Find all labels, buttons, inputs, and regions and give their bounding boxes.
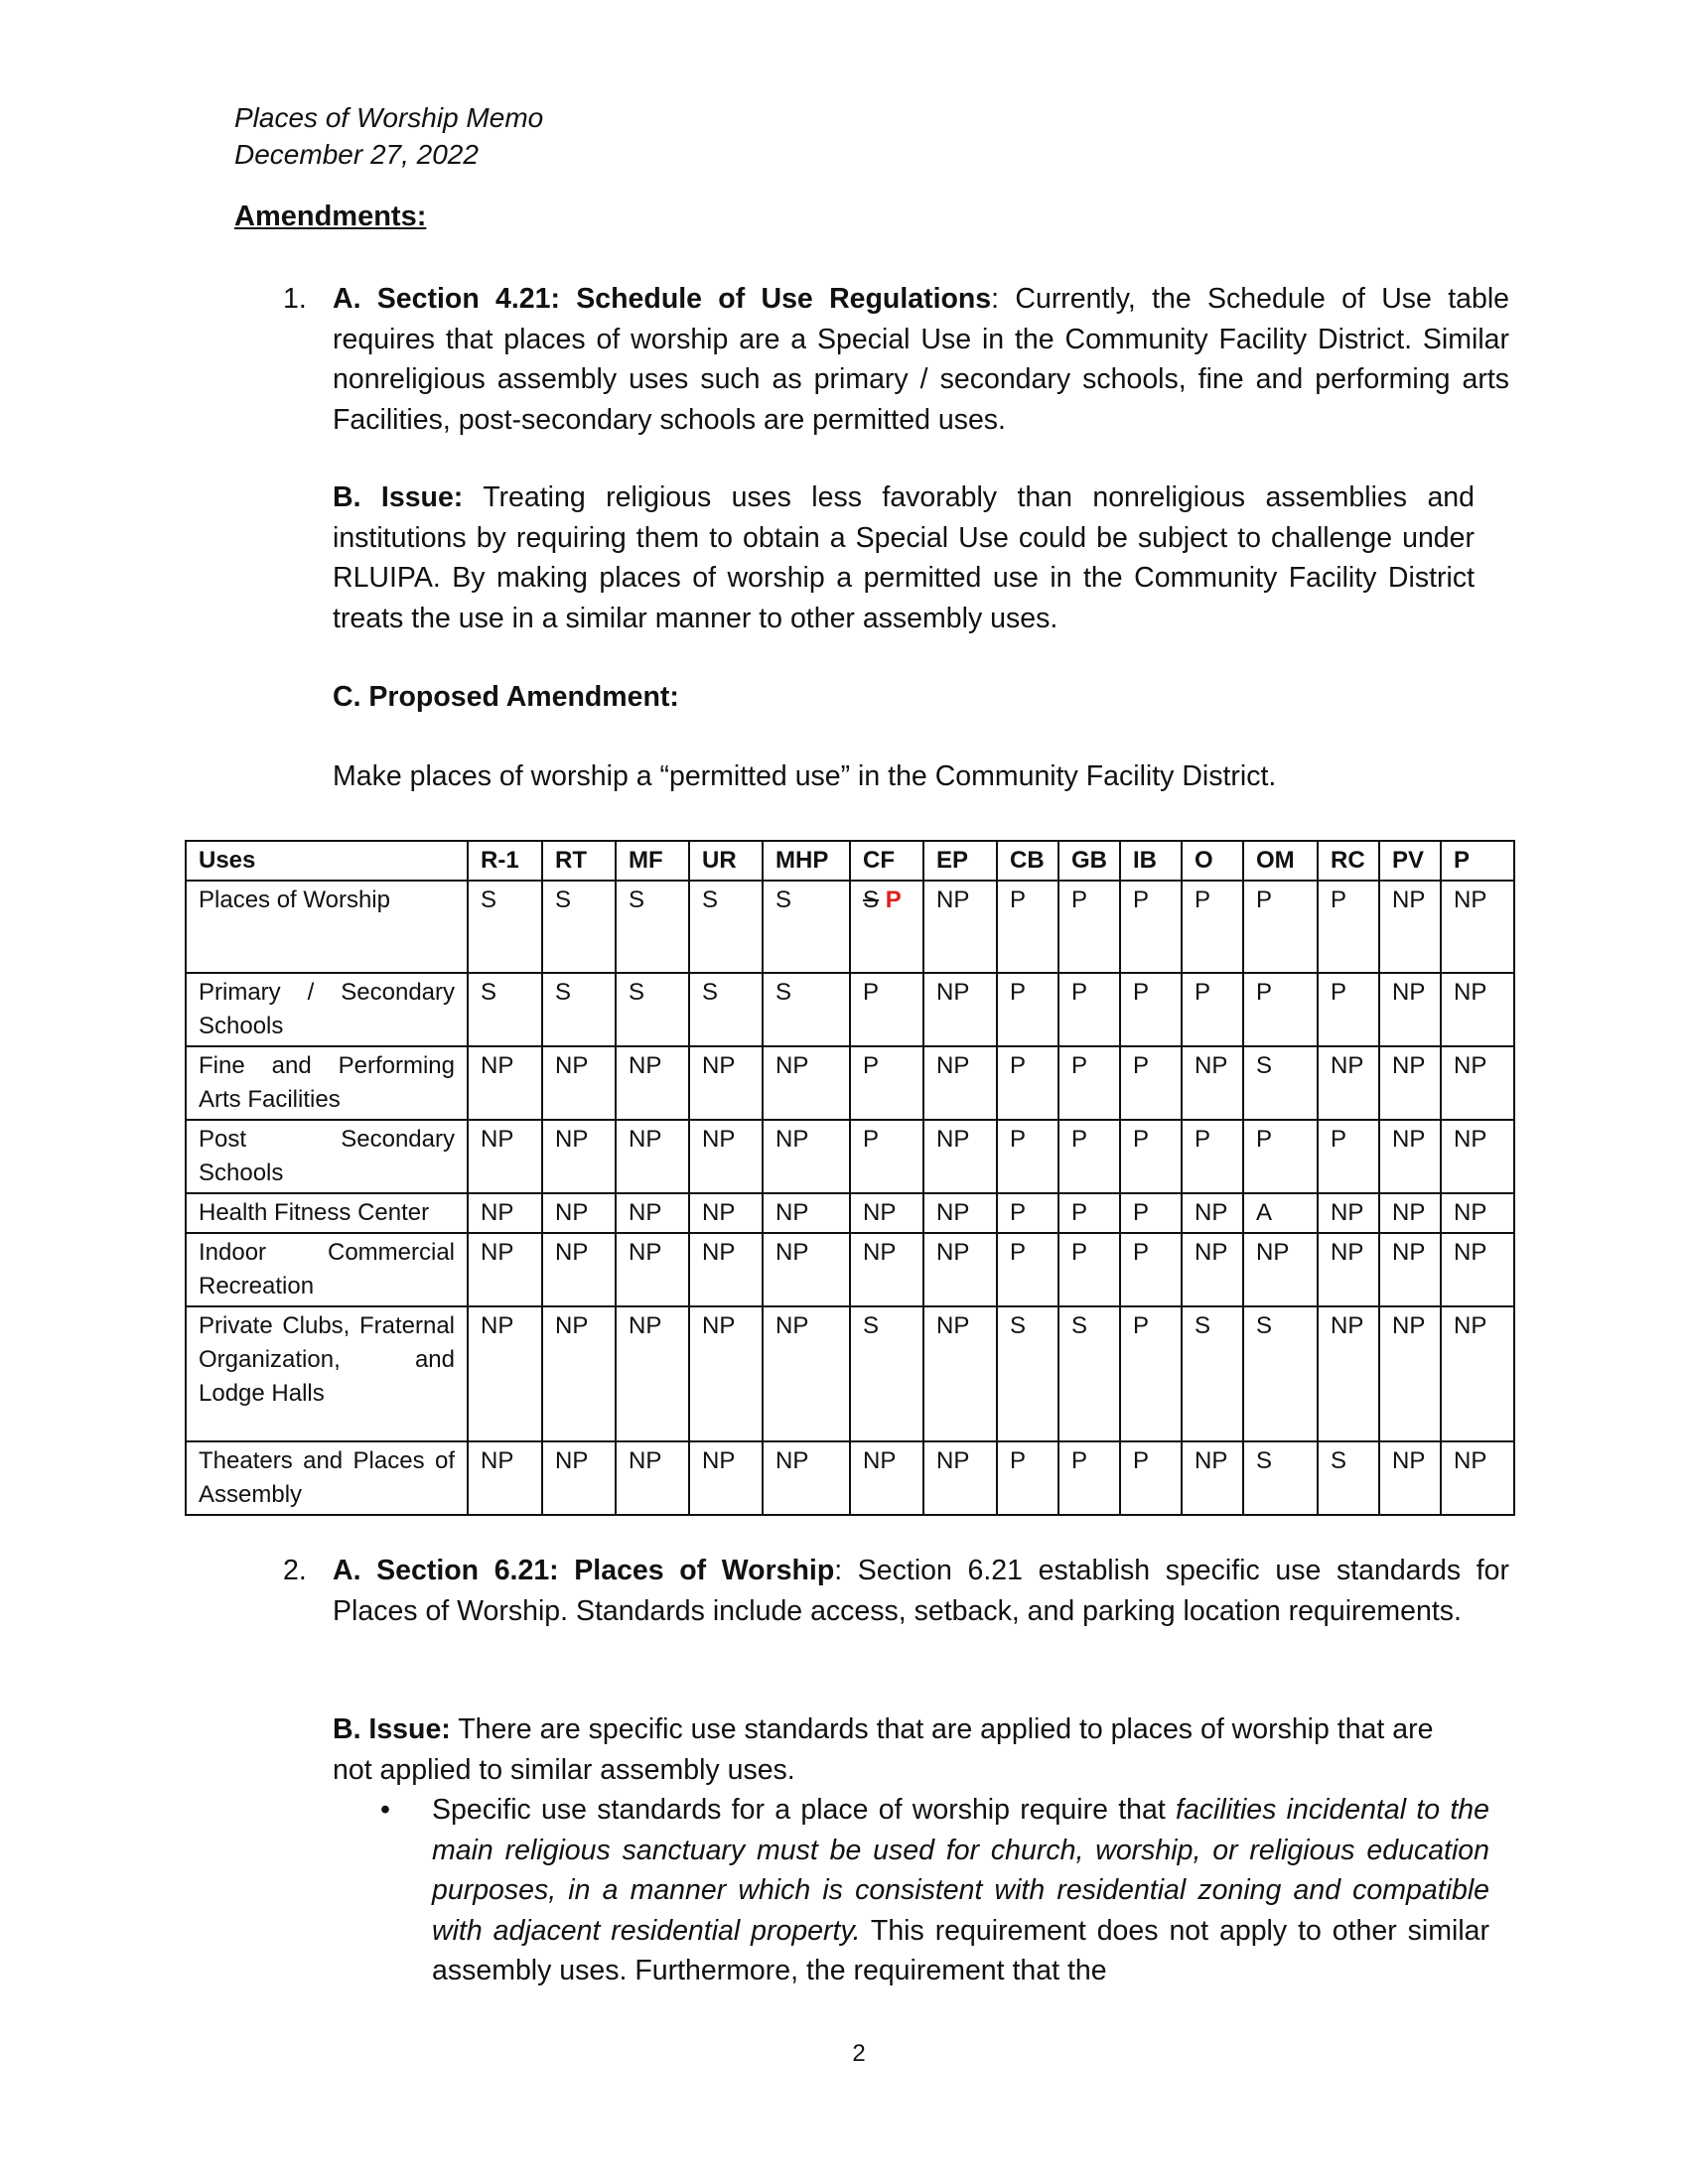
table-cell: NP xyxy=(468,1046,542,1120)
use-name: Indoor Commercial Recreation xyxy=(186,1233,468,1306)
memo-header xyxy=(234,99,543,173)
table-cell: P xyxy=(1243,973,1318,1046)
table-cell: NP xyxy=(616,1233,689,1306)
proposed-label: C. Proposed Amendment: xyxy=(333,681,679,713)
memo-date: December 27, 2022 xyxy=(234,139,479,170)
table-cell: NP xyxy=(923,1233,997,1306)
table-cell: NP xyxy=(1441,1046,1514,1120)
item-number: 2. xyxy=(283,1555,307,1586)
table-cell: NP xyxy=(1243,1233,1318,1306)
table-cell: S xyxy=(616,973,689,1046)
table-cell: NP xyxy=(542,1046,616,1120)
column-header: IB xyxy=(1120,841,1182,881)
use-name: Private Clubs, Fraternal Organization, and Lodge Halls xyxy=(186,1306,468,1441)
table-cell: P xyxy=(1058,881,1120,973)
use-name: Health Fitness Center xyxy=(186,1193,468,1233)
table-cell: NP xyxy=(1379,1306,1441,1441)
item-paragraph xyxy=(333,279,1509,440)
table-cell: S xyxy=(542,881,616,973)
item-number: 1. xyxy=(283,283,307,315)
section-heading: A. Section 6.21: Places of Worship xyxy=(333,1555,835,1586)
use-name: Theaters and Places of Assembly xyxy=(186,1441,468,1515)
table-cell: NP xyxy=(689,1306,763,1441)
table-cell: NP xyxy=(1379,1441,1441,1515)
table-cell: S xyxy=(1058,1306,1120,1441)
table-cell: NP xyxy=(1441,1193,1514,1233)
table-cell: P xyxy=(1058,1046,1120,1120)
table-cell: NP xyxy=(689,1441,763,1515)
issue-text: Treating religious uses less favorably than nonreligious assemblies and institutions by requiring them to obtain a Special Use could be subject to challenge under RLUIPA. By making places of worship a permitted use in the Community Facility District treats the use in a similar manner to other assembly uses. xyxy=(333,481,1475,634)
column-header: MHP xyxy=(763,841,850,881)
table-cell: NP xyxy=(1318,1233,1379,1306)
bullet-item xyxy=(380,1790,1489,1991)
table-cell: S xyxy=(468,881,542,973)
table-cell: NP xyxy=(1379,1193,1441,1233)
table-cell: P xyxy=(1182,881,1243,973)
table-cell: P xyxy=(850,1046,923,1120)
table-cell: NP xyxy=(542,1306,616,1441)
table-cell: NP xyxy=(763,1306,850,1441)
table-cell: S xyxy=(1182,1306,1243,1441)
table-row xyxy=(186,1233,1514,1306)
table-cell: NP xyxy=(923,1441,997,1515)
table-cell: NP xyxy=(1441,1120,1514,1193)
table-cell: P xyxy=(1058,1441,1120,1515)
table-cell: NP xyxy=(689,1233,763,1306)
amendment-2 xyxy=(283,1551,1509,1631)
use-name: Fine and Performing Arts Facilities xyxy=(186,1046,468,1120)
table-cell: NP xyxy=(1441,1441,1514,1515)
table-cell: NP xyxy=(616,1306,689,1441)
table-cell: P xyxy=(1318,973,1379,1046)
table-cell: P xyxy=(997,973,1058,1046)
use-name: Post Secondary Schools xyxy=(186,1120,468,1193)
table-cell: P xyxy=(997,1441,1058,1515)
table-cell: S xyxy=(1243,1046,1318,1120)
table-cell: P xyxy=(1058,973,1120,1046)
schedule-of-use-table xyxy=(185,840,1515,1516)
table-cell: P xyxy=(997,1193,1058,1233)
table-cell: NP xyxy=(1182,1046,1243,1120)
table-cell: NP xyxy=(923,1046,997,1120)
table-cell: P xyxy=(1243,1120,1318,1193)
issue-text: There are specific use standards that are applied to places of worship that are not applied to similar assembly uses. xyxy=(333,1713,1434,1786)
table-cell: P xyxy=(997,881,1058,973)
section-text: : Currently, the Schedule of Use table requires that places of worship are a Special Use in the Community Facility District. Similar nonreligious assembly uses such as primary / secondary schools, fine and performing arts Facilities, post-secondary schools are permitted uses. xyxy=(333,283,1510,436)
table-cell: NP xyxy=(1182,1441,1243,1515)
table-cell: NP xyxy=(923,881,997,973)
table-cell: P xyxy=(1318,1120,1379,1193)
column-header: OM xyxy=(1243,841,1318,881)
table-cell: P xyxy=(1182,973,1243,1046)
table-cell: NP xyxy=(542,1120,616,1193)
table-cell: P xyxy=(1243,881,1318,973)
table-row xyxy=(186,1306,1514,1441)
table-cell-amended xyxy=(850,881,923,973)
table-cell: P xyxy=(997,1120,1058,1193)
table-cell: NP xyxy=(850,1233,923,1306)
table-row xyxy=(186,973,1514,1046)
table-cell: NP xyxy=(1441,1306,1514,1441)
table-cell: S xyxy=(850,1306,923,1441)
bullet-quote: facilities incidental to the main religious sanctuary must be used for church, worship, or religious education purposes, in a manner which is consistent with residential zoning and compatible with adjacent residential property. xyxy=(432,1794,1489,1947)
table-cell: P xyxy=(1318,881,1379,973)
table-cell: S xyxy=(763,881,850,973)
table-cell: NP xyxy=(1182,1233,1243,1306)
table-cell: NP xyxy=(616,1046,689,1120)
table-cell: NP xyxy=(1379,1233,1441,1306)
table-cell: NP xyxy=(1379,973,1441,1046)
column-header: CF xyxy=(850,841,923,881)
table-cell: P xyxy=(1120,973,1182,1046)
table-cell: P xyxy=(1120,1233,1182,1306)
table-cell: S xyxy=(1243,1306,1318,1441)
table-cell: NP xyxy=(1441,881,1514,973)
table-cell: NP xyxy=(1379,881,1441,973)
table-cell: NP xyxy=(542,1233,616,1306)
table-cell: NP xyxy=(616,1193,689,1233)
struck-value: S xyxy=(863,887,880,913)
amendments-heading: Amendments: xyxy=(234,201,427,232)
table-cell: P xyxy=(850,973,923,1046)
table-cell: S xyxy=(1243,1441,1318,1515)
amendment-1 xyxy=(283,279,1509,440)
table-cell: NP xyxy=(468,1306,542,1441)
table-cell: NP xyxy=(1318,1306,1379,1441)
bullet-intro: Specific use standards for a place of worship require that xyxy=(432,1794,1177,1826)
inserted-value: P xyxy=(885,887,902,913)
issue-paragraph-1 xyxy=(333,478,1475,638)
table-cell: NP xyxy=(763,1233,850,1306)
bullet-rest: This requirement does not apply to other similar assembly uses. Furthermore, the requirement that the xyxy=(432,1914,1489,1986)
table-cell: P xyxy=(1058,1233,1120,1306)
table-cell: NP xyxy=(542,1193,616,1233)
section-text: : Section 6.21 establish specific use standards for Places of Worship. Standards include access, setback, and parking location requirements. xyxy=(333,1555,1509,1627)
table-cell: S xyxy=(763,973,850,1046)
table-cell: NP xyxy=(1441,973,1514,1046)
column-header: MF xyxy=(616,841,689,881)
table-cell: NP xyxy=(1318,1193,1379,1233)
table-cell: NP xyxy=(850,1441,923,1515)
issue-label: B. Issue: xyxy=(333,1713,451,1745)
table-cell: NP xyxy=(763,1441,850,1515)
table-cell: NP xyxy=(850,1193,923,1233)
issue-label: B. Issue: xyxy=(333,481,464,513)
table-row xyxy=(186,1441,1514,1515)
table-cell: NP xyxy=(689,1046,763,1120)
table-cell: P xyxy=(1058,1193,1120,1233)
proposed-amendment-text: Make places of worship a “permitted use” in the Community Facility District. xyxy=(333,760,1277,792)
column-header: P xyxy=(1441,841,1514,881)
table-cell: NP xyxy=(763,1193,850,1233)
table-cell: S xyxy=(1318,1441,1379,1515)
table-cell: NP xyxy=(1441,1233,1514,1306)
table-cell: NP xyxy=(763,1120,850,1193)
table-cell: P xyxy=(1120,1441,1182,1515)
table-cell: NP xyxy=(468,1193,542,1233)
column-header: Uses xyxy=(186,841,468,881)
table-cell: NP xyxy=(923,973,997,1046)
table-cell: P xyxy=(1120,1193,1182,1233)
column-header: GB xyxy=(1058,841,1120,881)
page-number: 2 xyxy=(852,2040,866,2067)
column-header: RT xyxy=(542,841,616,881)
column-header: R-1 xyxy=(468,841,542,881)
table-cell: S xyxy=(689,881,763,973)
table-cell: NP xyxy=(689,1193,763,1233)
table-cell: S xyxy=(616,881,689,973)
use-name: Primary / Secondary Schools xyxy=(186,973,468,1046)
bullet-icon: • xyxy=(380,1794,390,1826)
section-heading: A. Section 4.21: Schedule of Use Regulations xyxy=(333,283,992,315)
table-cell: S xyxy=(997,1306,1058,1441)
table-cell: NP xyxy=(1379,1046,1441,1120)
table-cell: NP xyxy=(468,1120,542,1193)
table-cell: P xyxy=(1120,1306,1182,1441)
table-header-row xyxy=(186,841,1514,881)
table-cell: NP xyxy=(1182,1193,1243,1233)
column-header: PV xyxy=(1379,841,1441,881)
table-cell: P xyxy=(1120,1120,1182,1193)
table-row xyxy=(186,1120,1514,1193)
table-cell: S xyxy=(468,973,542,1046)
column-header: CB xyxy=(997,841,1058,881)
memo-title: Places of Worship Memo xyxy=(234,102,544,133)
table-cell: NP xyxy=(923,1193,997,1233)
table-row xyxy=(186,1193,1514,1233)
table-cell: NP xyxy=(616,1441,689,1515)
column-header: O xyxy=(1182,841,1243,881)
table-cell: P xyxy=(1058,1120,1120,1193)
table-cell: A xyxy=(1243,1193,1318,1233)
table-cell: P xyxy=(997,1046,1058,1120)
table-cell: P xyxy=(1120,1046,1182,1120)
table-cell: NP xyxy=(923,1306,997,1441)
table-cell: P xyxy=(997,1233,1058,1306)
table-cell: NP xyxy=(616,1120,689,1193)
table-cell: NP xyxy=(542,1441,616,1515)
table-cell: NP xyxy=(923,1120,997,1193)
column-header: EP xyxy=(923,841,997,881)
table-cell: NP xyxy=(689,1120,763,1193)
issue-paragraph-2 xyxy=(333,1709,1475,1790)
table-cell: P xyxy=(1182,1120,1243,1193)
table-cell: NP xyxy=(1318,1046,1379,1120)
table-cell: NP xyxy=(763,1046,850,1120)
table-row xyxy=(186,881,1514,973)
item-paragraph xyxy=(333,1551,1509,1631)
column-header: RC xyxy=(1318,841,1379,881)
table-cell: NP xyxy=(1379,1120,1441,1193)
table-cell: P xyxy=(1120,881,1182,973)
table-cell: NP xyxy=(468,1441,542,1515)
table-cell: S xyxy=(542,973,616,1046)
table-cell: P xyxy=(850,1120,923,1193)
use-name: Places of Worship xyxy=(186,881,468,973)
table-cell: S xyxy=(689,973,763,1046)
bullet-text xyxy=(432,1790,1489,1991)
proposed-amendment-heading xyxy=(333,677,1475,718)
column-header: UR xyxy=(689,841,763,881)
table-row xyxy=(186,1046,1514,1120)
table-cell: NP xyxy=(468,1233,542,1306)
